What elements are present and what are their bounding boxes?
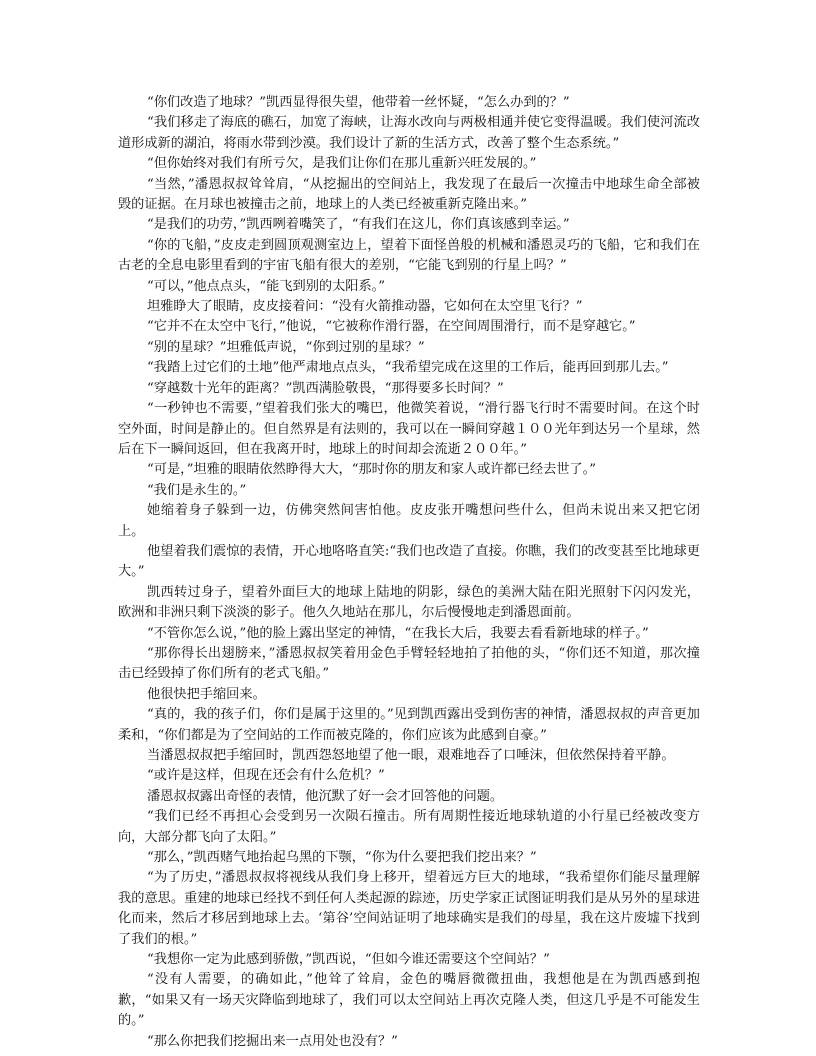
paragraph-25: 潘恩叔叔露出奇怪的表情，他沉默了好一会才回答他的问题。 <box>147 788 504 804</box>
paragraph-2: “我们移走了海底的礁石，加宽了海峡，让海水改向与两极相通并使它变得温暖。我们使河流改道形成新的湖泊，将雨水带到沙漠。我们设计了新的生活方式，改善了整个生态系统。” <box>118 115 700 151</box>
paragraph-14: “可是，”坦雅的眼睛依然睁得大大，“那时你的朋友和家人或许都已经去世了。” <box>147 462 596 478</box>
paragraph-1: “你们改造了地球？”凯西显得很失望，他带着一丝怀疑，“怎么办到的？” <box>147 95 570 110</box>
paragraph-5: “是我们的功劳，”凯西咧着嘴笑了，“有我们在这儿，你们真该感到幸运。” <box>147 217 570 233</box>
paragraph-17: 他望着我们震惊的表情，开心地咯咯直笑:“我们也改造了直接。你瞧，我们的改变甚至比地球更大。” <box>118 543 700 580</box>
paragraph-10: “别的星球？”坦雅低声说，“你到过别的星球？” <box>147 339 425 355</box>
paragraph-20: “那你得长出翅膀来，”潘恩叔叔笑着用金色手臂轻轻地拍了拍他的头，“你们还不知道，那次撞击已经毁掉了你们所有的老式飞船。” <box>118 645 700 682</box>
paragraph-11: “我踏上过它们的土地”他严肃地点点头，“我希望完成在这里的工作后，能再回到那儿去。” <box>147 360 669 376</box>
paragraph-4: “当然，”潘恩叔叔耸耸肩，“从挖掘出的空间站上，我发现了在最后一次撞击中地球生命全部被毁的证据。在月球也被撞击之前，地球上的人类已经被重新克隆出来。” <box>118 176 700 213</box>
paragraph-7: “可以，”他点点头，“能飞到别的太阳系。” <box>147 278 385 294</box>
paragraph-22: “真的，我的孩子们，你们是属于这里的。”见到凯西露出受到伤害的神情，潘恩叔叔的声音更加柔和，“你们都是为了空间站的工作而被克隆的，你们应该为此感到自豪。” <box>118 707 700 743</box>
paragraph-9: “它并不在太空中飞行，”他说，“它被称作滑行器，在空间周围滑行，而不是穿越它。” <box>147 319 636 335</box>
paragraph-26: “我们已经不再担心会受到另一次陨石撞击。所有周期性接近地球轨道的小行星已经被改变方向，大部分都飞向了太阳。” <box>118 809 700 845</box>
document-body <box>118 93 700 1052</box>
paragraph-3: “但你始终对我们有所亏欠，是我们让你们在那儿重新兴旺发展的。” <box>147 156 537 172</box>
paragraph-29: “我想你一定为此感到骄傲，”凯西说，“但如今谁还需要这个空间站？” <box>147 952 550 968</box>
paragraph-6: “你的飞船，”皮皮走到圆顶观测室边上，望着下面怪兽般的机械和潘恩灵巧的飞船，它和我们在古老的全息电影里看到的宇宙飞船有很大的差别，“它能飞到别的行星上吗？” <box>118 237 700 274</box>
paragraph-30: “没有人需要，的确如此，”他耸了耸肩，金色的嘴唇微微扭曲，我想他是在为凯西感到抱歉，“如果又有一场天灾降临到地球了，我们可以太空间站上再次克隆人类，但这几乎是不可能发生的。” <box>118 972 700 1029</box>
paragraph-13: “一秒钟也不需要，”望着我们张大的嘴巴，他微笑着说，“滑行器飞行时不需要时间。在这个时空外面，时间是静止的。但自然界是有法则的，我可以在一瞬间穿越１００光年到达另一个星球，然后在下一瞬间返回，但在我离开时，地球上的时间却会流逝２００年。” <box>118 401 700 457</box>
paragraph-15: “我们是永生的。” <box>147 482 247 498</box>
paragraph-12: “穿越数十光年的距离？”凯西满脸敬畏，“那得要多长时间？” <box>147 380 504 396</box>
paragraph-31: “那么你把我们挖掘出来一点用处也没有？” <box>147 1033 398 1049</box>
paragraph-21: 他很快把手缩回来。 <box>147 686 266 702</box>
paragraph-28: “为了历史，”潘恩叔叔将视线从我们身上移开，望着远方巨大的地球，“我希望你们能尽量理解我的意思。重建的地球已经找不到任何人类起源的踪迹，历史学家正试图证明我们是从另外的星球进化而来，然后才移居到地球上去。‘第谷’空间站证明了地球确实是我们的母星，我在这片废墟下找到了我们的根。” <box>118 870 700 947</box>
paragraph-18: 凯西转过身子，望着外面巨大的地球上陆地的阴影，绿色的美洲大陆在阳光照射下闪闪发光，欧洲和非洲只剩下淡淡的影子。他久久地站在那儿，尔后慢慢地走到潘恩面前。 <box>118 584 700 621</box>
paragraph-8: 坦雅睁大了眼睛，皮皮接着问：“没有火箭推动器，它如何在太空里飞行？” <box>147 299 583 315</box>
paragraph-23: 当潘恩叔叔把手缩回时，凯西怨怒地望了他一眼，艰难地吞了口唾沫，但依然保持着平静。 <box>147 748 675 763</box>
paragraph-24: “或许是这样，但现在还会有什么危机？” <box>147 768 385 784</box>
paragraph-16: 她缩着身子躲到一边，仿佛突然间害怕他。皮皮张开嘴想问些什么，但尚未说出来又把它闭上。 <box>118 503 700 539</box>
paragraph-27: “那么，”凯西赌气地抬起乌黑的下颚，“你为什么要把我们挖出来？” <box>147 850 537 866</box>
paragraph-19: “不管你怎么说，”他的脸上露出坚定的神情，“在我长大后，我要去看看新地球的样子。” <box>147 625 649 641</box>
